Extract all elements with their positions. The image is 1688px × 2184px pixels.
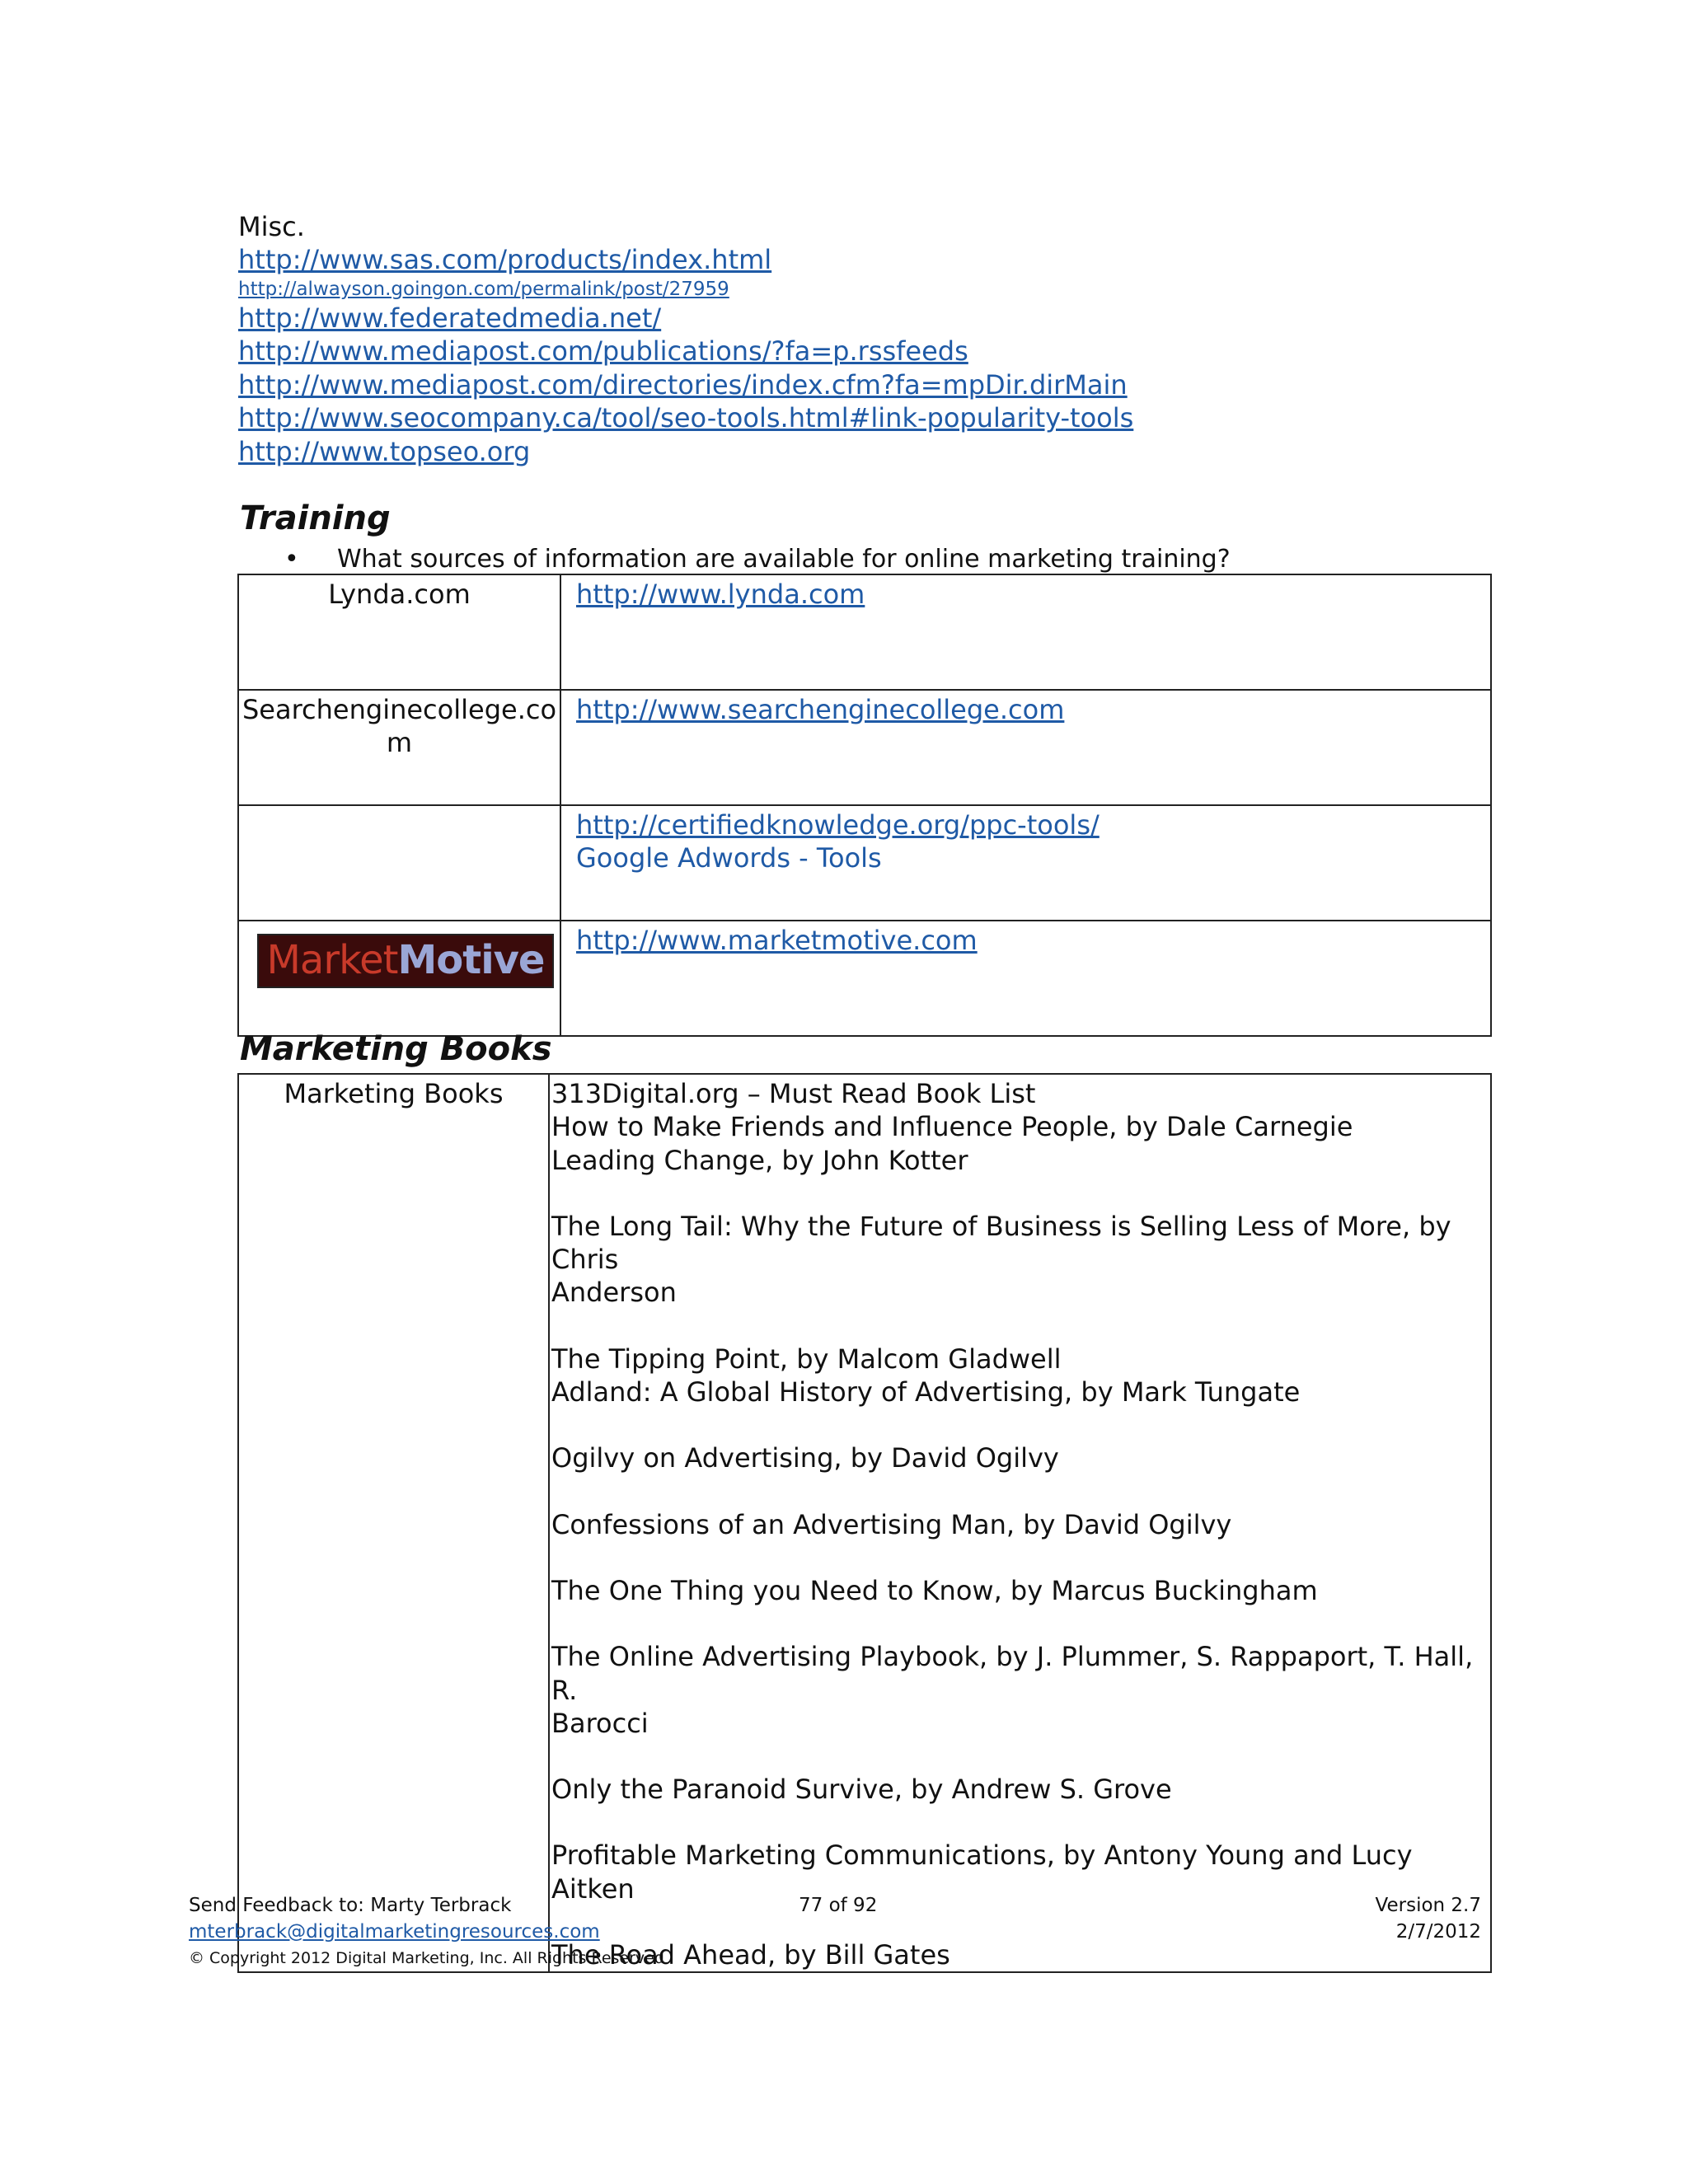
book-line: Anderson [551,1277,677,1309]
footer-left [189,1892,664,1971]
training-source-cell [560,921,1491,1036]
books-list [549,1074,1491,1972]
training-table [237,574,1492,1037]
book-line: How to Make Friends and Influence People, by Dale Carnegie [551,1111,1353,1143]
book-line: The Tipping Point, by Malcom Gladwell [551,1343,1062,1375]
book-line [551,1607,1490,1640]
footer-email-link[interactable]: mterbrack@digitalmarketingresources.com [189,1921,600,1943]
book-line: Profitable Marketing Communications, by Antony Young and Lucy Aitken [551,1840,1413,1905]
footer-page-number: 77 of 92 [799,1895,878,1916]
book-line: Leading Change, by John Kotter [551,1144,968,1176]
training-source-note: Google Adwords - Tools [576,842,882,874]
book-line [551,1475,1490,1508]
book-line [551,1541,1490,1574]
bullet-icon: • [284,545,299,574]
footer-copyright: © Copyright 2012 Digital Marketing, Inc. All Rights Reserved [189,1949,664,1967]
misc-link[interactable]: http://alwayson.goingon.com/permalink/post/27959 [238,278,729,300]
logo-text-market: Market [266,937,398,983]
book-line: 313Digital.org – Must Read Book List [551,1078,1036,1109]
table-row [238,805,1491,921]
misc-link[interactable]: http://www.federatedmedia.net/ [238,302,662,334]
book-line [551,1408,1490,1441]
training-source-link[interactable]: http://certifiedknowledge.org/ppc-tools/ [576,809,1100,841]
book-line: The Long Tail: Why the Future of Business is Selling Less of More, by Chris [551,1210,1451,1276]
misc-link[interactable]: http://www.sas.com/products/index.html [238,244,772,275]
training-source-name [238,805,560,921]
book-line: Adland: A Global History of Advertising, by Mark Tungate [551,1376,1301,1408]
misc-section [238,210,1475,468]
book-line: The Road Ahead, by Bill Gates [551,1939,950,1971]
book-line: Only the Paranoid Survive, by Andrew S. Grove [551,1774,1172,1806]
footer-feedback: Send Feedback to: Marty Terbrack [189,1895,512,1916]
training-source-cell [560,805,1491,921]
logo-text-motive: Motive [397,937,545,983]
footer-version: Version 2.7 [1375,1895,1481,1916]
misc-heading: Misc. [238,211,305,242]
training-source-name: Lynda.com [238,574,560,690]
training-source-link[interactable]: http://www.lynda.com [576,579,865,610]
training-source-link[interactable]: http://www.marketmotive.com [576,925,978,956]
book-line [551,1905,1490,1938]
table-row [238,690,1491,805]
training-source-logo-cell [238,921,560,1036]
training-source-cell [560,690,1491,805]
misc-link[interactable]: http://www.mediapost.com/directories/index.cfm?fa=mpDir.dirMain [238,368,1128,401]
training-title: Training [240,499,391,537]
book-line: The Online Advertising Playbook, by J. Plummer, S. Rappaport, T. Hall, R. [551,1641,1474,1706]
training-source-cell [560,574,1491,690]
marketmotive-logo [257,934,554,988]
misc-link[interactable]: http://www.topseo.org [238,435,531,467]
book-line [551,1806,1490,1839]
books-title: Marketing Books [240,1030,552,1068]
training-source-name: Searchenginecollege.co m [238,690,560,805]
misc-link[interactable]: http://www.seocompany.ca/tool/seo-tools.html#link-popularity-tools [238,402,1134,434]
books-label: Marketing Books [238,1074,549,1972]
training-source-link[interactable]: http://www.searchenginecollege.com [576,694,1065,725]
book-line: Barocci [551,1707,649,1739]
table-row [238,574,1491,690]
footer-date: 2/7/2012 [1395,1921,1481,1943]
book-line: Ogilvy on Advertising, by David Ogilvy [551,1442,1059,1474]
table-row [238,921,1491,1036]
book-line: The One Thing you Need to Know, by Marcus Buckingham [551,1574,1318,1606]
table-row [238,1074,1491,1972]
book-line [551,1740,1490,1773]
book-line: Confessions of an Advertising Man, by David Ogilvy [551,1508,1232,1540]
book-line [551,1310,1490,1343]
footer-right [1376,1892,1481,1945]
books-table [237,1073,1492,1973]
misc-link[interactable]: http://www.mediapost.com/publications/?fa=p.rssfeeds [238,335,968,367]
book-line [551,1177,1490,1210]
training-question-text: What sources of information are available for online marketing training? [337,545,1231,574]
